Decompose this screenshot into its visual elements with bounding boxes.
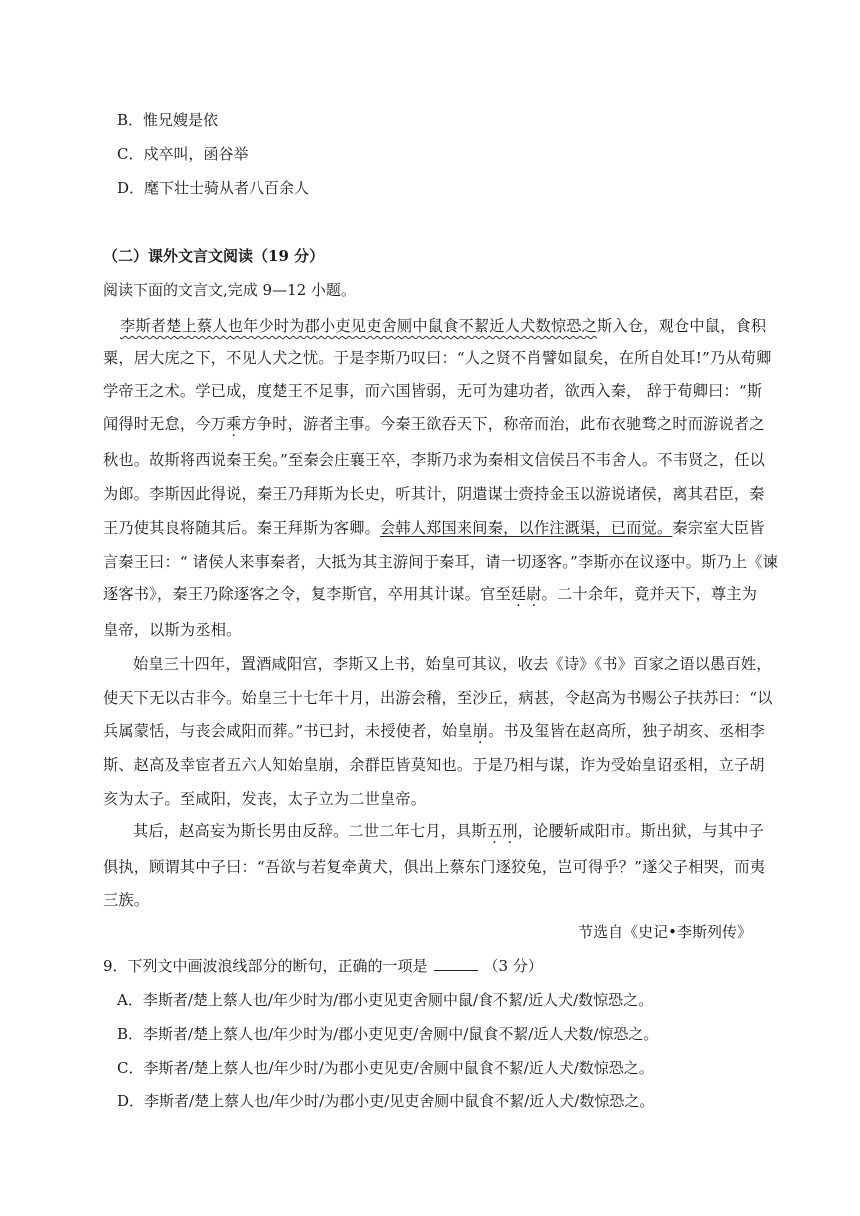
passage-text: 斯入仓，观仓中鼠，食积 bbox=[597, 317, 767, 335]
passage-line bbox=[120, 316, 773, 336]
passage-line bbox=[103, 518, 765, 538]
question-text: 9．下列文中画波浪线部分的断句，正确的一项是 bbox=[103, 957, 428, 975]
passage-line: 始皇三十四年，置酒咸阳宫，李斯又上书，始皇可其议，收去《诗》《书》百家之语以愚百姓， bbox=[133, 655, 772, 673]
passage-line: 粟，居大庑之下，不见人犬之忧。于是李斯乃叹曰：“人之贤不肖譬如鼠矣，在所自处耳!”乃从荀卿 bbox=[103, 349, 772, 367]
passage-line: 皇帝，以斯为丞相。 bbox=[103, 621, 242, 639]
prev-option-d: D．麾下壮士骑从者八百余人 bbox=[117, 179, 310, 197]
passage-text: 逐客书》，秦王乃除逐客之令，复李斯官，卒用其计谋。官至 bbox=[103, 585, 511, 603]
question-9-option-d: D．李斯者/楚上蔡人也/年少时/为郡小吏/见吏舍厕中鼠食不絜/近人犬/数惊恐之。 bbox=[117, 1092, 655, 1110]
passage-text: 。书及玺皆在赵高所，独子胡亥、丞相李 bbox=[488, 722, 766, 740]
passage-line bbox=[103, 584, 756, 604]
dotted-character: 廷 bbox=[510, 585, 527, 603]
dotted-character: 刑 bbox=[502, 822, 518, 840]
passage-line: 学帝王之术。学已成，度楚王不足事，而六国皆弱，无可为建功者，欲西入秦， 辞于荀卿曰：“斯 bbox=[103, 382, 763, 400]
wavy-underlined-text: 李斯者楚上蔡人也年少时为郡小吏见吏舍厕中鼠食不絜近人犬数惊恐之 bbox=[120, 317, 598, 335]
section-heading: （二）课外文言文阅读（19 分） bbox=[103, 247, 325, 265]
passage-line: 俱执，顾谓其中子曰：“吾欲与若复牵黄犬，俱出上蔡东门逐狡兔，岂可得乎？”遂父子相哭，而夷 bbox=[103, 858, 766, 876]
passage-text: 其后，赵高妄为斯长男由反辞。二世二年七月，具斯 bbox=[133, 822, 487, 840]
answer-blank[interactable] bbox=[434, 956, 478, 971]
passage-text: ，论腰斩咸阳市。斯出狱，与其中子 bbox=[517, 822, 764, 840]
passage-line: 亥为太子。至咸阳，发丧，太子立为二世皇帝。 bbox=[103, 790, 427, 808]
passage-line bbox=[133, 821, 786, 841]
question-9-option-b: B．李斯者/楚上蔡人也/年少时为/郡小吏见吏/舍厕中/鼠食不絜/近人犬数/惊恐之。 bbox=[117, 1025, 659, 1043]
dotted-character: 崩 bbox=[472, 722, 489, 740]
passage-line: 秋也。故斯将西说秦王矣。”至秦会庄襄王卒，李斯乃求为秦相文信侯吕不韦舍人。不韦贤之，任以 bbox=[103, 451, 766, 469]
dotted-character: 尉 bbox=[526, 585, 542, 603]
passage-line: 使天下无以古非今。始皇三十七年十月，出游会稽，至沙丘，病甚，令赵高为书赐公子扶苏曰：“以 bbox=[103, 689, 773, 707]
underlined-sentence: 会韩人郑国来间秦，以作注溉渠，已而觉。 bbox=[379, 519, 673, 537]
passage-text: 王乃使其良将随其后。秦王拜斯为客卿。 bbox=[103, 519, 380, 537]
passage-text: 闻得时无怠，今万 bbox=[103, 415, 227, 433]
section-instruction: 阅读下面的文言文,完成 9—12 小题。 bbox=[103, 281, 356, 299]
dotted-character: 五 bbox=[486, 822, 503, 840]
question-9-stem bbox=[103, 956, 543, 976]
question-9-option-c: C．李斯者/楚上蔡人也/年少时/为郡小吏见吏/舍厕中鼠食不絜/近人犬/数惊恐之。 bbox=[117, 1059, 654, 1077]
question-points: （3 分） bbox=[483, 957, 543, 975]
prev-option-b: B．惟兄嫂是依 bbox=[117, 111, 219, 129]
passage-text: 兵属蒙恬，与丧会咸阳而葬。”书已封，未授使者，始皇 bbox=[103, 722, 473, 740]
passage-line: 为郎。李斯因此得说，秦王乃拜斯为长史，听其计，阴遣谋士赍持金玉以游说诸侯，离其君臣，秦 bbox=[103, 485, 765, 503]
passage-text: 方争时，游者主事。今秦王欲吞天下，称帝而治，此布衣驰骛之时而游说者之 bbox=[241, 415, 765, 433]
question-9-option-a: A．李斯者/楚上蔡人也/年少时为/郡小吏见吏舍厕中鼠/食不絜/近人犬/数惊恐之。 bbox=[117, 991, 654, 1009]
passage-line bbox=[103, 414, 765, 434]
passage-line: 斯、赵高及幸宦者五六人知始皇崩，余群臣皆莫知也。于是乃相与谋，诈为受始皇诏丞相，立子胡 bbox=[103, 756, 765, 774]
passage-line: 三族。 bbox=[103, 891, 150, 909]
passage-line bbox=[103, 721, 766, 741]
prev-option-c: C．戍卒叫，函谷举 bbox=[117, 145, 249, 163]
passage-text: 。二十余年，竟并天下，尊主为 bbox=[541, 585, 758, 603]
passage-source: 节选自《史记•李斯列传》 bbox=[578, 923, 752, 941]
passage-text: 秦宗室大臣皆 bbox=[672, 519, 765, 537]
dotted-character: 乘 bbox=[226, 415, 242, 433]
passage-line: 言秦王曰：“ 诸侯人来事秦者，大抵为其主游间于秦耳，请一切逐客。”李斯亦在议逐中。斯乃上《谏 bbox=[103, 553, 779, 571]
